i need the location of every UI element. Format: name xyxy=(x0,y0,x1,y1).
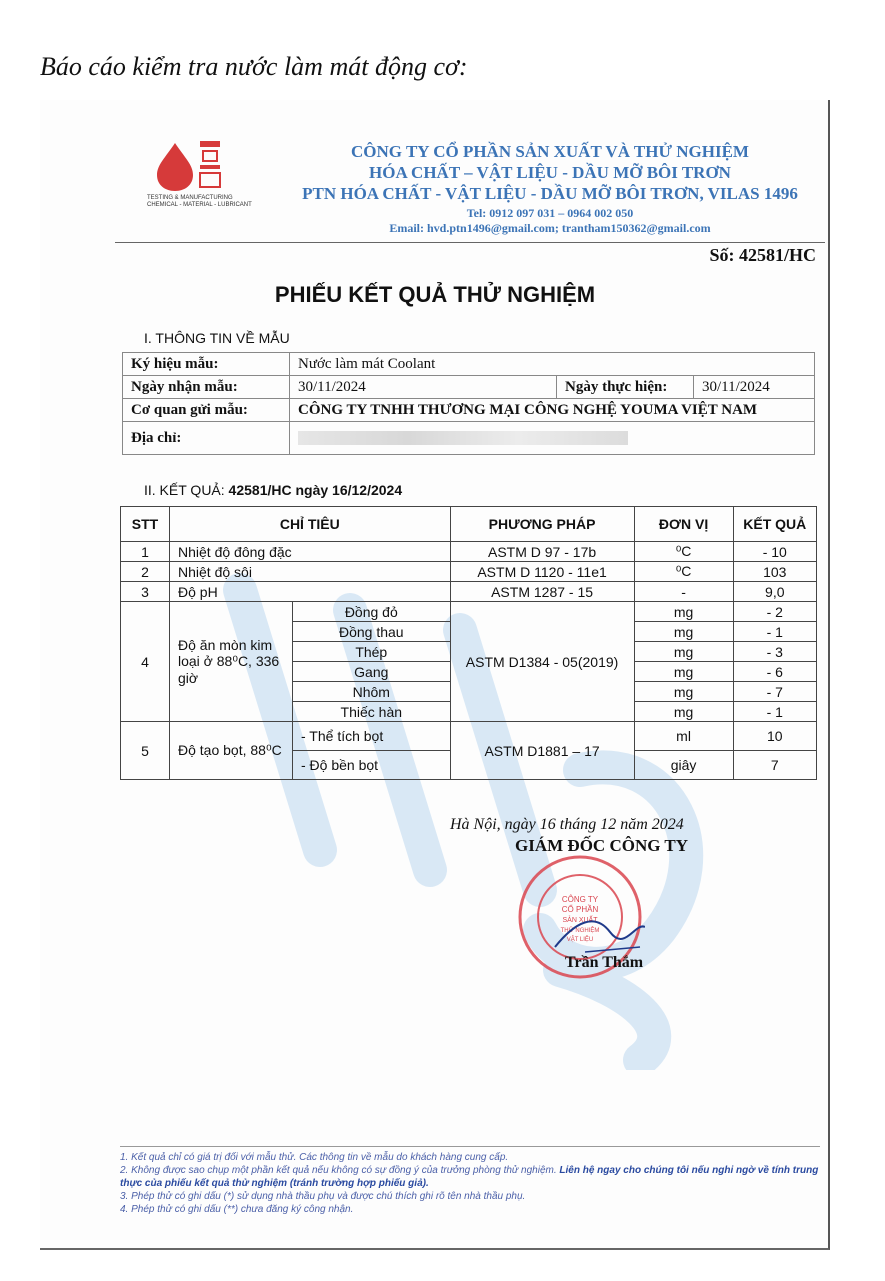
cell-result: - 3 xyxy=(733,642,816,662)
cell-name: Độ pH xyxy=(170,582,451,602)
cell-sub-name: Đồng đỏ xyxy=(293,602,451,622)
signer-name: Trần Thắm xyxy=(565,954,644,971)
svg-text:VẬT LIỆU: VẬT LIỆU xyxy=(566,937,594,943)
address-label: Địa chỉ: xyxy=(123,422,290,455)
received-date-label: Ngày nhận mẫu: xyxy=(123,376,290,399)
table-row xyxy=(121,542,817,562)
cell-method: ASTM D 97 - 17b xyxy=(450,542,634,562)
cell-sub-name: Nhôm xyxy=(293,682,451,702)
cell-unit: giây xyxy=(634,751,733,780)
sample-code-value: Nước làm mát Coolant xyxy=(290,353,815,376)
col-stt: STT xyxy=(121,507,170,542)
cell-sub-name: Thiếc hàn xyxy=(293,702,451,722)
test-date-value: 30/11/2024 xyxy=(694,376,815,399)
report-number: Số: 42581/HC xyxy=(709,245,816,265)
col-phuong-phap: PHƯƠNG PHÁP xyxy=(450,507,634,542)
header-divider xyxy=(115,242,825,243)
cell-method: ASTM D1384 - 05(2019) xyxy=(450,602,634,722)
results-table xyxy=(120,506,817,780)
lab-name: PTN HÓA CHẤT - VẬT LIỆU - DẦU MỠ BÔI TRƠN, VILAS 1496 xyxy=(302,184,798,203)
cell-result: - 7 xyxy=(733,682,816,702)
cell-stt: 1 xyxy=(121,542,170,562)
table-row xyxy=(121,582,817,602)
note-1: 1. Kết quả chỉ có giá trị đối với mẫu thử. Các thông tin về mẫu do khách hàng cung cấp. xyxy=(120,1152,509,1163)
cell-method: ASTM D 1120 - 11e1 xyxy=(450,562,634,582)
note-2: 2. Không được sao chụp một phần kết quả nếu không có sự đồng ý của trưởng phòng thử nghiệm. Liên hệ ngay cho chúng tôi nếu nghi ngờ về tính trung thực của phiếu kết quả thử nghiệm (tránh trường hợp phiếu giả). xyxy=(120,1165,819,1189)
cell-result: 9,0 xyxy=(733,582,816,602)
svg-text:CỔ PHẦN: CỔ PHẦN xyxy=(561,905,599,914)
cell-stt: 2 xyxy=(121,562,170,582)
cell-name: Độ ăn mòn kim loại ở 88⁰C, 336 giờ xyxy=(170,602,293,722)
cell-result: - 1 xyxy=(733,622,816,642)
table-row xyxy=(121,602,817,622)
email-line: Email: hvd.ptn1496@gmail.com; trantham150362@gmail.com xyxy=(389,221,711,235)
cell-unit: mg xyxy=(634,662,733,682)
sender-label: Cơ quan gửi mẫu: xyxy=(123,399,290,422)
col-ket-qua: KẾT QUẢ xyxy=(733,507,816,542)
phone-line: Tel: 0912 097 031 – 0964 002 050 xyxy=(466,206,634,220)
svg-text:CÔNG TY: CÔNG TY xyxy=(561,895,599,904)
cell-stt: 5 xyxy=(121,722,170,780)
received-date-value: 30/11/2024 xyxy=(290,376,557,399)
cell-method: ASTM 1287 - 15 xyxy=(450,582,634,602)
cell-result: 103 xyxy=(733,562,816,582)
test-date-label: Ngày thực hiện: xyxy=(557,376,694,399)
company-name: CÔNG TY CỔ PHẦN SẢN XUẤT VÀ THỬ NGHIỆM xyxy=(351,142,749,161)
cell-sub-name: - Độ bền bọt xyxy=(293,751,451,780)
col-don-vi: ĐƠN VỊ xyxy=(634,507,733,542)
cell-unit: ⁰C xyxy=(634,562,733,582)
cell-result: - 6 xyxy=(733,662,816,682)
company-logo xyxy=(145,133,265,208)
cell-unit: - xyxy=(634,582,733,602)
section-results: II. KẾT QUẢ: 42581/HC ngày 16/12/2024 xyxy=(144,482,403,498)
cell-unit: mg xyxy=(634,622,733,642)
cell-result: 7 xyxy=(733,751,816,780)
page-title: PHIẾU KẾT QUẢ THỬ NGHIỆM xyxy=(274,282,596,307)
table-row xyxy=(121,562,817,582)
cell-unit: ⁰C xyxy=(634,542,733,562)
cell-sub-name: Gang xyxy=(293,662,451,682)
cell-result: 10 xyxy=(733,722,816,751)
cell-name: Độ tạo bọt, 88⁰C xyxy=(170,722,293,780)
test-report-sheet xyxy=(40,100,830,1250)
note-4: 4. Phép thử có ghi dấu (**) chưa đăng ký công nhận. xyxy=(120,1204,354,1215)
cell-sub-name: Thép xyxy=(293,642,451,662)
page-caption: Báo cáo kiểm tra nước làm mát động cơ: xyxy=(40,52,468,81)
cell-stt: 3 xyxy=(121,582,170,602)
sample-info-table xyxy=(122,352,815,455)
svg-text:TESTING & MANUFACTURING: TESTING & MANUFACTURING xyxy=(147,195,233,201)
cell-unit: mg xyxy=(634,702,733,722)
cell-unit: mg xyxy=(634,642,733,662)
company-field: HÓA CHẤT – VẬT LIỆU - DẦU MỠ BÔI TRƠN xyxy=(369,163,731,182)
cell-unit: mg xyxy=(634,682,733,702)
col-chi-tieu: CHỈ TIÊU xyxy=(170,507,451,542)
signature-place-date: Hà Nội, ngày 16 tháng 12 năm 2024 xyxy=(450,816,684,833)
cell-unit: ml xyxy=(634,722,733,751)
results-header-row xyxy=(121,507,817,542)
address-value-redacted xyxy=(290,422,815,455)
cell-sub-name: - Thể tích bọt xyxy=(293,722,451,751)
cell-stt: 4 xyxy=(121,602,170,722)
section-sample-info: I. THÔNG TIN VỀ MẪU xyxy=(144,330,290,346)
cell-unit: mg xyxy=(634,602,733,622)
table-row xyxy=(121,722,817,751)
cell-name: Nhiệt độ sôi xyxy=(170,562,451,582)
footnotes xyxy=(120,1146,820,1216)
note-3: 3. Phép thử có ghi dấu (*) sử dụng nhà thầu phụ và được chú thích ghi rõ tên nhà thầu phụ. xyxy=(120,1191,526,1202)
cell-sub-name: Đồng thau xyxy=(293,622,451,642)
cell-result: - 2 xyxy=(733,602,816,622)
cell-name: Nhiệt độ đông đặc xyxy=(170,542,451,562)
svg-text:THỬ NGHIỆM: THỬ NGHIỆM xyxy=(560,928,600,934)
cell-result: - 1 xyxy=(733,702,816,722)
sample-code-label: Ký hiệu mẫu: xyxy=(123,353,290,376)
cell-method: ASTM D1881 – 17 xyxy=(450,722,634,780)
svg-text:CHEMICAL - MATERIAL - LUBRICAN: CHEMICAL - MATERIAL - LUBRICANT xyxy=(147,202,252,208)
sender-value: CÔNG TY TNHH THƯƠNG MẠI CÔNG NGHỆ YOUMA VIỆT NAM xyxy=(290,399,815,422)
cell-result: - 10 xyxy=(733,542,816,562)
svg-text:SẢN XUẤT: SẢN XUẤT xyxy=(562,917,598,924)
signature-title: GIÁM ĐỐC CÔNG TY xyxy=(515,836,688,855)
